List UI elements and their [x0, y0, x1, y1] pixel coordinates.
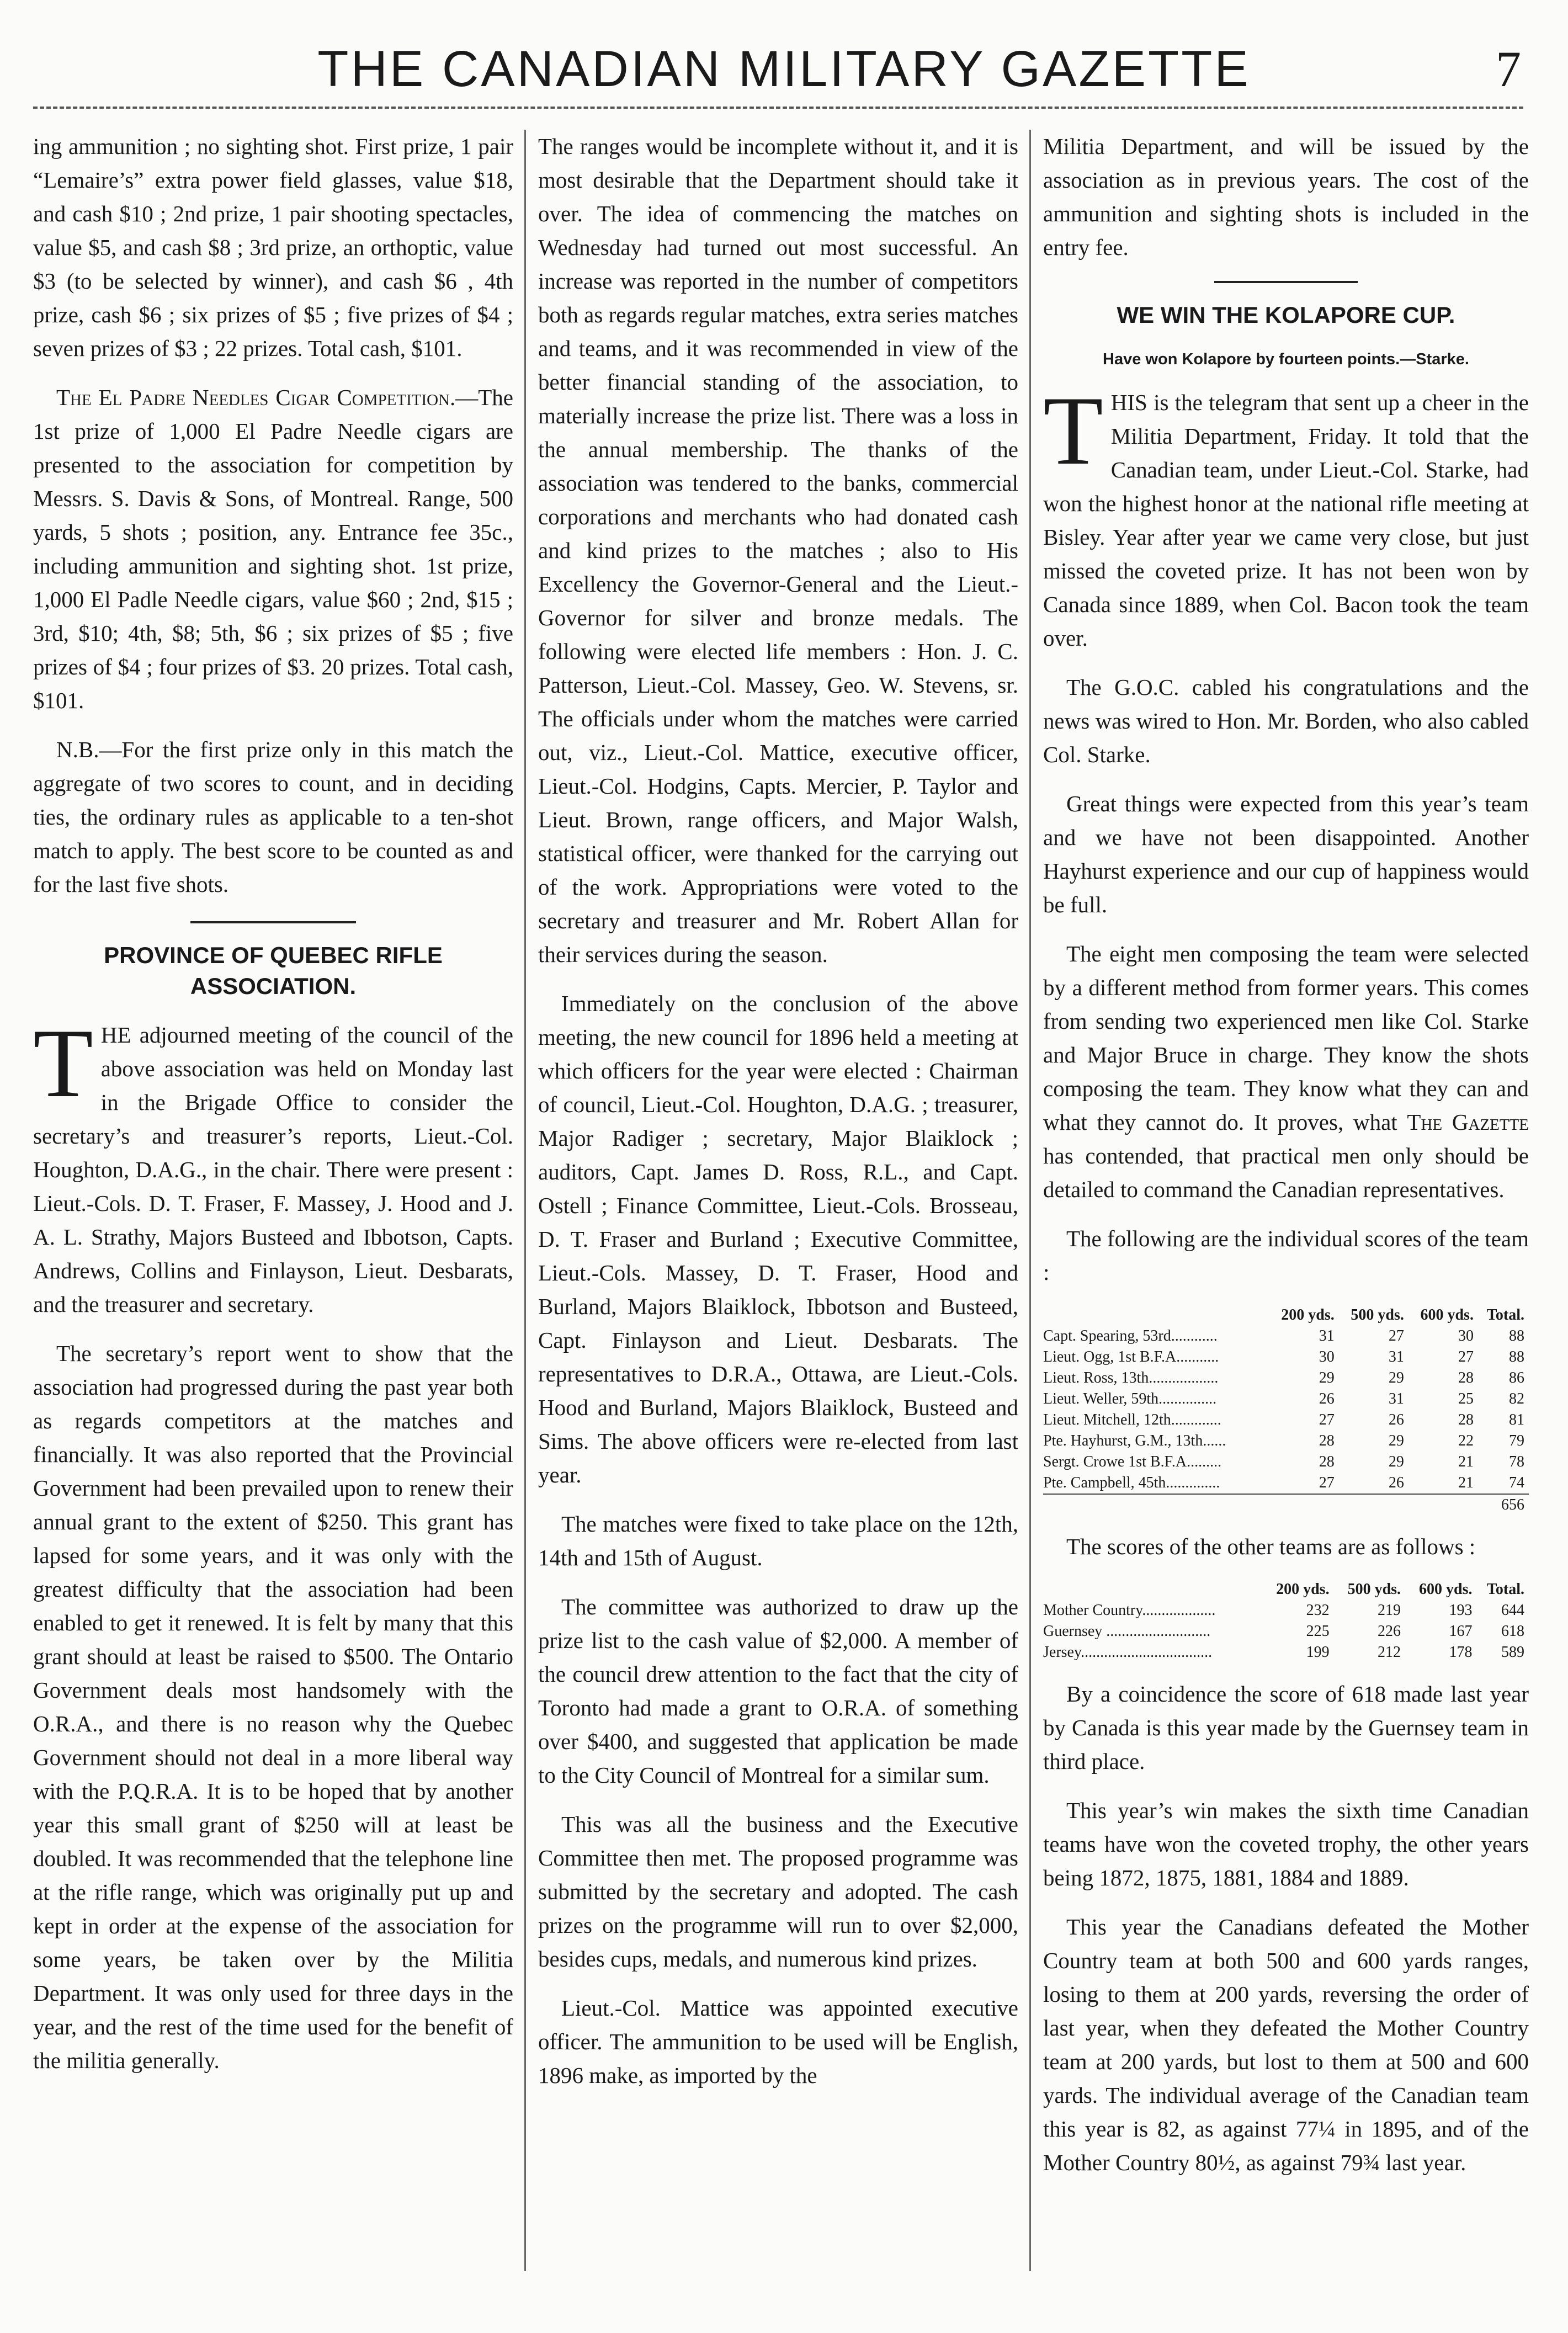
table-cell: 30	[1319, 1348, 1335, 1365]
paragraph-text: HE adjourned meeting of the council of the above association was held on Monday last in the Brigade Office to consider the secretary’s and treasurer’s reports, Lieut.-Col. Houghton, D.A.G., in the chair. There were present : Lieut.-Cols. D. T. Fraser, F. Massey, J. Hood and J. A. L. Strathy, Majors Busteed and Ibbotson, Capts. Andrews, Collins and Finlayson, Lieut. Desbarats, and the treasurer and secretary.	[33, 1022, 513, 1317]
table-cell: 27	[1388, 1327, 1404, 1344]
paragraph: This was all the business and the Executive Committee then met. The proposed programme was submitted by the secretary and adopted. The cash prizes on the programme will run to over $2,000, besides cups, medals, and numerous kind prizes.	[538, 1811, 1018, 1971]
paragraph: Immediately on the conclusion of the above meeting, the new council for 1896 held a meeting at which officers for the year were elected : Chairman of council, Lieut.-Col. Houghton, D.A.G. ; treasurer, Major Radiger ; secretary, Major Blaiklock ; auditors, Capt. James D. Ross, R.L., and Capt. Ostell ; Finance Committee, Lieut.-Cols. Brosseau, D. T. Fraser and Burland ; Executive Committee, Lieut.-Cols. Massey, D. T. Fraser, Hood and Burland, Majors Blaiklock, Ibbotson and Busteed, Capt. Finlayson and Lieut. Desbarats. The representatives to D.R.A., Ottawa, are Lieut.-Cols. Hood and Burland, Majors Blaiklock, Busteed and Sims. The above officers were re-elected from last year.	[538, 991, 1018, 1487]
table-row	[1043, 1621, 1529, 1642]
table-header: 600 yds.	[1420, 1306, 1474, 1324]
table-header: Total.	[1486, 1581, 1524, 1598]
paragraph: This year’s win makes the sixth time Canadian teams have won the coveted trophy, the other years being 1872, 1875, 1881, 1884 and 1889.	[1043, 1798, 1529, 1890]
table-row	[1043, 1410, 1529, 1431]
paragraph: The secretary’s report went to show that the association had progressed during the past year both as regards competitors at the matches and financially. It was also reported that the Provincial Government had been prevailed upon to renew their annual grant to the extent of $250. This grant has lapsed for some years, and it was only with the greatest difficulty that the association had been enabled to get it renewed. It is felt by many that this grant should at least be raised to $500. The Ontario Government deals most handsomely with the O.R.A., and there is no reason why the Quebec Government should not deal in a more liberal way with the P.Q.R.A. It is to be hoped that by another year this small grant of $250 will at least be doubled. It was recommended that the telephone line at the rifle range, which was originally put up and kept in order at the expense of the association for some years, be taken over by the Militia Department. It was only used for three days in the year, and the rest of the time used for the benefit of the militia generally.	[33, 1341, 513, 2073]
article-heading: PROVINCE OF QUEBEC RIFLE ASSOCIATION.	[104, 942, 443, 999]
column-1	[33, 130, 513, 2282]
section-lead: The El Padre Needles Cigar Competition.	[56, 385, 456, 410]
paragraph	[33, 381, 513, 718]
paragraph: Great things were expected from this year’s team and we have not been disappointed. Another Hayhurst experience and our cup of happiness would be full.	[1043, 791, 1529, 917]
paragraph-text: —The 1st prize of 1,000 El Padre Needle cigars are presented to the association for competition by Messrs. S. Davis & Sons, of Montreal. Range, 500 yards, 5 shots ; position, any. Entrance fee 35c., including ammunition and sighting shot. 1st prize, 1,000 El Padle Needle cigars, value $60 ; 2nd, $15 ; 3rd, $10; 4th, $8; 5th, $6 ; six prizes of $5 ; five prizes of $4 ; four prizes of $3. 20 prizes. Total cash, $101.	[33, 385, 513, 713]
table-row	[1043, 1347, 1529, 1368]
table-cell: 226	[1378, 1623, 1401, 1640]
paragraph	[33, 1008, 513, 1321]
paragraph: The committee was authorized to draw up the prize list to the cash value of $2,000. A member of the council drew attention to the fact that the city of Toronto had made a grant to O.R.A. of something over $400, and suggested that application be made to the City Council of Montreal for a similar sum.	[538, 1594, 1018, 1788]
paragraph: By a coincidence the score of 618 made last year by Canada is this year made by the Guernsey team in third place.	[1043, 1681, 1529, 1774]
table-cell: 31	[1319, 1327, 1335, 1344]
table-row	[1043, 1600, 1529, 1621]
table-cell: 167	[1449, 1623, 1473, 1640]
table-cell: 81	[1509, 1411, 1524, 1428]
paragraph-text: The eight men composing the team were selected by a different method from former years. This comes from sending two experienced men like Col. Starke and Major Bruce in charge. They know the shots composing the team. They know what they can and what they cannot do. It proves, what	[1043, 941, 1529, 1135]
paragraph: Militia Department, and will be issued by the association as in previous years. The cost of the ammunition and sighting shots is included in the entry fee.	[1043, 134, 1529, 260]
table-cell: 74	[1509, 1474, 1524, 1491]
section-rule	[1214, 281, 1358, 283]
table-row	[1043, 1431, 1529, 1452]
table-cell: 199	[1306, 1644, 1330, 1661]
table-cell: Capt. Spearing, 53rd............	[1043, 1327, 1218, 1344]
paragraph: The matches were fixed to take place on the 12th, 14th and 15th of August.	[538, 1511, 1018, 1570]
table-header: 200 yds.	[1281, 1306, 1335, 1324]
column-divider	[1029, 130, 1031, 2271]
table-cell: 86	[1509, 1369, 1524, 1386]
table-cell: 644	[1501, 1602, 1524, 1619]
paragraph-text: has contended, that practical men only should be detailed to command the Canadian representatives.	[1043, 1143, 1529, 1202]
table-row	[1043, 1642, 1529, 1663]
table-cell: 21	[1458, 1453, 1474, 1470]
table-cell: 88	[1509, 1327, 1524, 1344]
table-cell: Pte. Hayhurst, G.M., 13th......	[1043, 1432, 1226, 1449]
article-subheading: Have won Kolapore by fourteen points.—Starke.	[1103, 350, 1469, 368]
header-rule	[33, 107, 1523, 109]
table-cell: 212	[1378, 1644, 1401, 1661]
table-cell: Lieut. Ross, 13th..................	[1043, 1369, 1219, 1386]
table-cell: 193	[1449, 1602, 1473, 1619]
column-3	[1043, 130, 1529, 2282]
paragraph	[1043, 937, 1529, 1207]
table-cell: 589	[1501, 1644, 1524, 1661]
table-cell: 29	[1388, 1453, 1404, 1470]
paragraph	[1043, 376, 1529, 655]
table-row	[1043, 1452, 1529, 1473]
paragraph: Lieut.-Col. Mattice was appointed executive officer. The ammunition to be used will be English, 1896 make, as imported by the	[538, 1995, 1018, 2088]
table-cell: 22	[1458, 1432, 1474, 1449]
column-2	[538, 130, 1018, 2282]
table-cell: 28	[1319, 1453, 1335, 1470]
table-header-row	[1043, 1305, 1529, 1326]
table-cell: Sergt. Crowe 1st B.F.A.........	[1043, 1453, 1222, 1470]
table-cell: 225	[1306, 1623, 1330, 1640]
table-cell: 27	[1458, 1348, 1474, 1365]
paragraph-text: HIS is the telegram that sent up a cheer in the Militia Department, Friday. It told that the Canadian team, under Lieut.-Col. Starke, had won the highest honor at the national rifle meeting at Bisley. Year after year we came very close, but just missed the coveted prize. It has not been won by Canada since 1889, when Col. Bacon took the team over.	[1043, 390, 1529, 651]
paragraph: ing ammunition ; no sighting shot. First prize, 1 pair “Lemaire’s” extra power field glasses, value $18, and cash $10 ; 2nd prize, 1 pair shooting spectacles, value $5, and cash $8 ; 3rd prize, an orthoptic, value $3 (to be selected by winner), and cash $6 , 4th prize, cash $6 ; six prizes of $5 ; five prizes of $4 ; seven prizes of $3 ; 22 prizes. Total cash, $101.	[33, 134, 513, 361]
column-divider	[524, 130, 526, 2271]
table-cell: 30	[1458, 1327, 1474, 1344]
table-cell: 21	[1458, 1474, 1474, 1491]
table-cell: Jersey..................................	[1043, 1644, 1213, 1661]
table-cell: 29	[1319, 1369, 1335, 1386]
table-cell: 29	[1388, 1432, 1404, 1449]
team-scores-table	[1043, 1305, 1529, 1516]
section-rule	[190, 921, 356, 923]
table-cell: Mother Country...................	[1043, 1602, 1216, 1619]
table-cell: 27	[1319, 1411, 1335, 1428]
table-row	[1043, 1368, 1529, 1389]
table-row	[1043, 1326, 1529, 1347]
drop-cap: T	[1043, 376, 1103, 485]
table-cell: 88	[1509, 1348, 1524, 1365]
table-cell: 618	[1501, 1623, 1524, 1640]
table-cell: 26	[1319, 1390, 1335, 1407]
table-header	[1043, 1305, 1269, 1326]
table-cell: 29	[1388, 1369, 1404, 1386]
table-cell: 219	[1378, 1602, 1401, 1619]
table-cell: Lieut. Mitchell, 12th.............	[1043, 1411, 1221, 1428]
table-cell: 26	[1388, 1411, 1404, 1428]
paragraph: The scores of the other teams are as follows :	[1066, 1534, 1476, 1559]
drop-cap: T	[33, 1008, 93, 1118]
page-number: 7	[1496, 41, 1521, 97]
table-cell: 232	[1306, 1602, 1330, 1619]
table-cell: 25	[1458, 1390, 1474, 1407]
table-header: 500 yds.	[1351, 1306, 1404, 1324]
table-cell: 78	[1509, 1453, 1524, 1470]
table-cell: 28	[1319, 1432, 1335, 1449]
table-cell: Lieut. Weller, 59th...............	[1043, 1390, 1217, 1407]
table-cell: Lieut. Ogg, 1st B.F.A...........	[1043, 1348, 1219, 1365]
article-heading: WE WIN THE KOLAPORE CUP.	[1117, 302, 1455, 328]
paragraph: The G.O.C. cabled his congratulations and the news was wired to Hon. Mr. Borden, who also cabled Col. Starke.	[1043, 674, 1529, 767]
table-total-row	[1043, 1494, 1529, 1516]
table-cell: 28	[1458, 1411, 1474, 1428]
table-cell: 27	[1319, 1474, 1335, 1491]
masthead	[0, 33, 1568, 116]
table-header: 600 yds.	[1419, 1581, 1473, 1598]
paragraph: The ranges would be incomplete without it, and it is most desirable that the Department should take it over. The idea of commencing the matches on Wednesday had turned out most successful. An increase was reported in the number of competitors both as regards regular matches, extra series matches and teams, and it was recommended in view of the better financial standing of the association, to materially increase the prize list. There was a loss in the annual membership. The thanks of the association was tendered to the banks, commercial corporations and merchants who had donated cash and kind prizes to the matches ; also to His Excellency the Governor-General and the Lieut.-Governor for silver and bronze medals. The following were elected life members : Hon. J. C. Patterson, Lieut.-Col. Massey, Geo. W. Stevens, sr. The officials under whom the matches were carried out, viz., Lieut.-Col. Mattice, executive officer, Lieut.-Col. Hodgins, Capts. Mercier, P. Taylor and Lieut. Brown, range officers, and Major Walsh, statistical officer, were thanked for the carrying out of the work. Appropriations were voted to the secretary and treasurer and Mr. Robert Allan for their services during the season.	[538, 134, 1018, 967]
table-cell: 28	[1458, 1369, 1474, 1386]
other-teams-table	[1043, 1579, 1529, 1663]
paragraph: N.B.—For the first prize only in this match the aggregate of two scores to count, and in deciding ties, the ordinary rules as applicable to a ten-shot match to apply. The best score to be counted as and for the last five shots.	[33, 737, 513, 897]
paragraph: This year the Canadians defeated the Mother Country team at both 500 and 600 yards ranges, losing to them at 200 yards, reversing the order of last year, when they defeated the Mother Country team at 200 yards, but lost to them at 500 and 600 yards. The individual average of the Canadian team this year is 82, as against 77¼ in 1895, and of the Mother Country 80½, as against 79¾ last year.	[1043, 1914, 1529, 2175]
team-total: 656	[1478, 1494, 1529, 1516]
table-header: Total.	[1486, 1306, 1524, 1324]
table-cell: 79	[1509, 1432, 1524, 1449]
table-cell: 31	[1388, 1348, 1404, 1365]
table-row	[1043, 1473, 1529, 1494]
table-cell: 26	[1388, 1474, 1404, 1491]
table-header: 500 yds.	[1347, 1581, 1401, 1598]
publication-name: The Gazette	[1407, 1109, 1529, 1135]
table-cell: Guernsey ...........................	[1043, 1623, 1211, 1640]
table-header: 200 yds.	[1276, 1581, 1330, 1598]
newspaper-title: THE CANADIAN MILITARY GAZETTE	[317, 41, 1251, 97]
table-cell: 178	[1449, 1644, 1473, 1661]
table-cell: 82	[1509, 1390, 1524, 1407]
table-header	[1043, 1579, 1262, 1600]
table-header-row	[1043, 1579, 1529, 1600]
table-cell: 31	[1388, 1390, 1404, 1407]
table-row	[1043, 1389, 1529, 1410]
paragraph: The following are the individual scores of the team :	[1043, 1226, 1529, 1285]
table-cell: Pte. Campbell, 45th..............	[1043, 1474, 1220, 1491]
